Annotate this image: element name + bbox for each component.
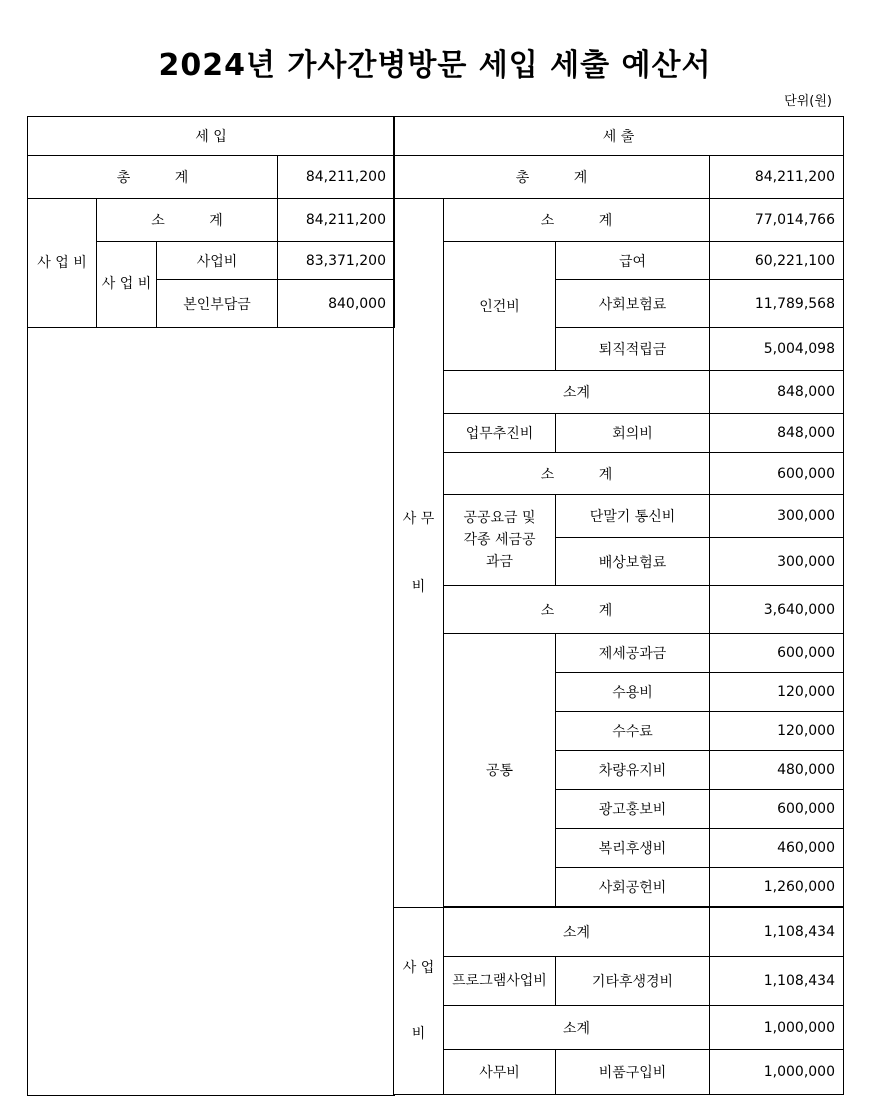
- program-label: 프로그램사업비: [444, 957, 556, 1006]
- expense-item-amount: 848,000: [710, 414, 844, 453]
- common-subtotal-amount: 3,640,000: [710, 586, 844, 634]
- office-cost-label: 사무비: [444, 1050, 556, 1095]
- expense-item-label: 퇴직적립금: [556, 328, 710, 371]
- income-subtotal-label: 소 계: [97, 199, 278, 242]
- expense-item-amount: 5,004,098: [710, 328, 844, 371]
- office-subtotal-label: 소 계: [444, 199, 710, 242]
- expense-item-label: 배상보험료: [556, 538, 710, 586]
- income-group-label: 사 업 비: [28, 199, 97, 328]
- common-label: 공통: [444, 634, 556, 907]
- utilities-label: 공공요금 및 각종 세금공과금: [444, 495, 556, 586]
- income-total-amount: 84,211,200: [278, 156, 395, 199]
- income-empty-area: [28, 328, 395, 1096]
- expense-item-label: 사회보험료: [556, 280, 710, 328]
- common-subtotal-label: 소 계: [444, 586, 710, 634]
- expense-header: 세 출: [394, 117, 844, 156]
- expense-item-amount: 11,789,568: [710, 280, 844, 328]
- expense-item-label: 회의비: [556, 414, 710, 453]
- expense-item-amount: 120,000: [710, 712, 844, 751]
- unit-label: 단위(원): [784, 94, 832, 109]
- expense-item-amount: 300,000: [710, 495, 844, 538]
- expense-item-amount: 120,000: [710, 673, 844, 712]
- office-cost-subtotal-label: 소계: [444, 1006, 710, 1050]
- project-group-label: 사 업 비: [394, 908, 444, 1095]
- income-header: 세 입: [28, 117, 395, 156]
- expense-item-label: 사회공헌비: [556, 868, 710, 907]
- program-subtotal-amount: 1,108,434: [710, 908, 844, 957]
- income-table: [27, 116, 395, 1096]
- office-group-label: 사 무 비: [394, 199, 444, 908]
- expense-item-label: 제세공과금: [556, 634, 710, 673]
- business-promo-subtotal-label: 소계: [444, 371, 710, 414]
- expense-item-amount: 600,000: [710, 790, 844, 829]
- expense-item-label: 수수료: [556, 712, 710, 751]
- business-promo-label: 업무추진비: [444, 414, 556, 453]
- expense-item-label: 수용비: [556, 673, 710, 712]
- utilities-subtotal-amount: 600,000: [710, 453, 844, 495]
- expense-item-label: 기타후생경비: [556, 957, 710, 1006]
- expense-item-amount: 1,260,000: [710, 868, 844, 907]
- utilities-subtotal-label: 소 계: [444, 453, 710, 495]
- expense-item-amount: 480,000: [710, 751, 844, 790]
- office-cost-subtotal-amount: 1,000,000: [710, 1006, 844, 1050]
- expense-table: [393, 116, 844, 1095]
- expense-item-label: 급여: [556, 242, 710, 280]
- expense-item-amount: 1,108,434: [710, 957, 844, 1006]
- expense-item-amount: 60,221,100: [710, 242, 844, 280]
- income-item-amount: 840,000: [278, 280, 395, 328]
- office-subtotal-amount: 77,014,766: [710, 199, 844, 242]
- income-subgroup-label: 사 업 비: [97, 242, 157, 328]
- expense-total-amount: 84,211,200: [710, 156, 844, 199]
- income-item-amount: 83,371,200: [278, 242, 395, 280]
- business-promo-subtotal-amount: 848,000: [710, 371, 844, 414]
- expense-item-label: 광고홍보비: [556, 790, 710, 829]
- expense-item-label: 차량유지비: [556, 751, 710, 790]
- page-title: 2024년 가사간병방문 세입 세출 예산서: [158, 48, 712, 83]
- expense-item-amount: 300,000: [710, 538, 844, 586]
- expense-total-label: 총 계: [394, 156, 710, 199]
- expense-item-amount: 600,000: [710, 634, 844, 673]
- expense-item-amount: 460,000: [710, 829, 844, 868]
- program-subtotal-label: 소계: [444, 908, 710, 957]
- expense-item-amount: 1,000,000: [710, 1050, 844, 1095]
- personnel-label: 인건비: [444, 242, 556, 371]
- expense-item-label: 복리후생비: [556, 829, 710, 868]
- expense-item-label: 단말기 통신비: [556, 495, 710, 538]
- income-item-label: 사업비: [157, 242, 278, 280]
- expense-item-label: 비품구입비: [556, 1050, 710, 1095]
- income-total-label: 총 계: [28, 156, 278, 199]
- income-item-label: 본인부담금: [157, 280, 278, 328]
- income-subtotal-amount: 84,211,200: [278, 199, 395, 242]
